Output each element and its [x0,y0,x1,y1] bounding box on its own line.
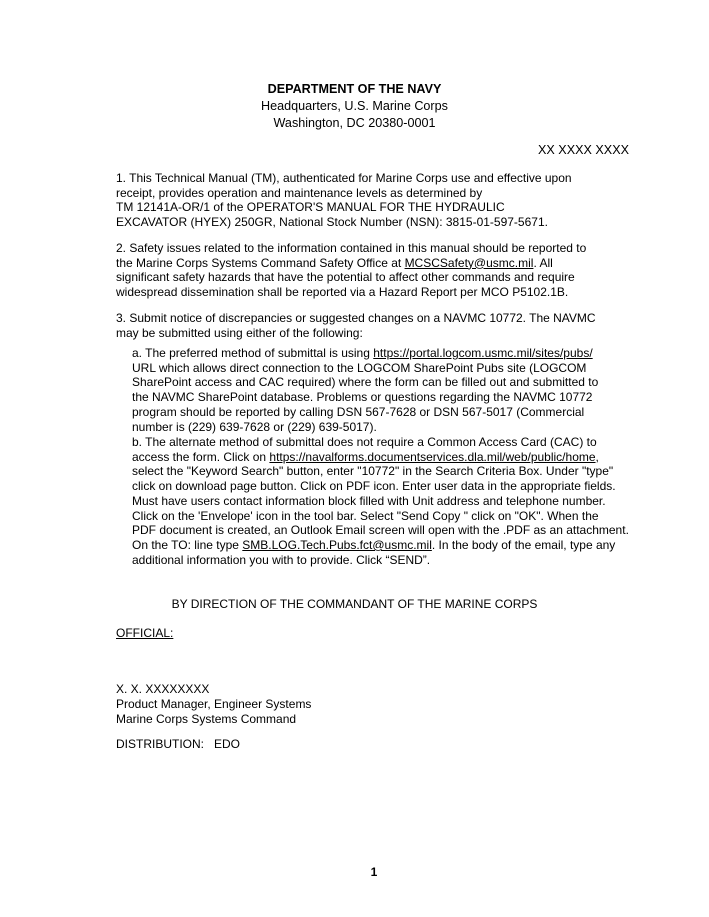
subparagraph-a-line: SharePoint access and CAC required) where the form can be filled out and submitted to [132,375,599,390]
signature-title: Product Manager, Engineer Systems [116,697,312,711]
navalforms-link[interactable]: https://navalforms.documentservices.dla.mil/web/public/home [269,449,596,464]
signature-name: X. X. XXXXXXXX [116,682,210,696]
subparagraph-a-text: a. The preferred method of submittal is using [132,346,374,360]
tech-pubs-email-link[interactable]: SMB.LOG.Tech.Pubs.fct@usmc.mil [242,537,432,552]
distribution-line: DISTRIBUTION: EDO [116,737,241,751]
paragraph-2 [116,241,636,300]
subparagraph-a-line: number is (229) 639-7628 or (229) 639-5017). [132,419,377,434]
paragraph-3-line: may be submitted using either of the following: [116,325,363,340]
direction-line: BY DIRECTION OF THE COMMANDANT OF THE MARINE CORPS [171,597,538,611]
official-label: OFFICIAL: [116,626,174,640]
document-date: XX XXXX XXXX [538,143,629,157]
subparagraph-a-line: URL which allows direct connection to the LOGCOM SharePoint Pubs site (LOGCOM [132,360,587,375]
paragraph-1 [116,171,636,230]
paragraph-2-line: widespread dissemination shall be reported via a Hazard Report per MCO P5102.1B. [116,285,569,300]
paragraph-2-text: . All [533,255,553,270]
subparagraph-b [132,435,652,567]
subparagraph-b-text: , [595,449,599,464]
signature-block [116,682,311,727]
subparagraph-a [132,346,652,434]
subparagraph-a-line [132,346,652,361]
subparagraph-b-text: On the TO: line type [132,537,243,552]
subparagraph-b-line: b. The alternate method of submittal does not require a Common Access Card (CAC) to [132,435,597,449]
paragraph-1-line: EXCAVATOR (HYEX) 250GR, National Stock Number (NSN): 3815-01-597-5671. [116,215,548,230]
paragraph-3 [116,311,636,340]
subparagraph-a-line: program should be reported by calling DSN 567-7628 or DSN 567-5017 (Commercial [132,404,585,419]
paragraph-2-line [116,256,636,271]
subparagraph-b-text: . In the body of the email, type any [431,537,616,552]
letterhead-title: DEPARTMENT OF THE NAVY [267,82,442,96]
subparagraph-b-line: click on download page button. Click on PDF icon. Enter user data in the appropriate fields. [132,479,616,494]
subparagraph-b-line: additional information you with to provide. Click “SEND”. [132,552,431,567]
paragraph-2-text: the Marine Corps Systems Command Safety Office at [116,255,405,270]
letterhead-line-2: Headquarters, U.S. Marine Corps [261,99,448,113]
paragraph-2-line: significant safety hazards that have the potential to affect other commands and require [116,270,575,285]
page-number: 1 [370,865,378,879]
letterhead-line-3: Washington, DC 20380-0001 [273,116,436,130]
subparagraph-b-line: Click on the 'Envelope' icon in the tool bar. Select "Send Copy " click on "OK". When the [132,508,599,523]
signature-command: Marine Corps Systems Command [116,712,297,726]
paragraph-1-line: receipt, provides operation and maintenance levels as determined by [116,185,483,200]
subparagraph-b-text: access the form. Click on [132,449,270,464]
paragraph-1-line: 1. This Technical Manual (TM), authenticated for Marine Corps use and effective upon [116,171,572,185]
subparagraph-b-line [132,450,652,465]
safety-email-link[interactable]: MCSCSafety@usmc.mil [404,255,534,270]
subparagraph-b-line: select the "Keyword Search" button, enter "10772" in the Search Criteria Box. Under "type" [132,464,614,479]
paragraph-2-line: 2. Safety issues related to the information contained in this manual should be reported to [116,241,587,255]
paragraph-1-line: TM 12141A-OR/1 of the OPERATOR'S MANUAL FOR THE HYDRAULIC [116,200,505,215]
subparagraph-b-line [132,538,652,553]
paragraph-3-line: 3. Submit notice of discrepancies or suggested changes on a NAVMC 10772. The NAVMC [116,311,596,325]
subparagraph-b-line: PDF document is created, an Outlook Email screen will open with the .PDF as an attachment. [132,523,629,538]
subparagraph-b-line: Must have users contact information block filled with Unit address and telephone number. [132,493,606,508]
subparagraph-a-line: the NAVMC SharePoint database. Problems or questions regarding the NAVMC 10772 [132,390,593,405]
letterhead [0,81,709,132]
logcom-pubs-link[interactable]: https://portal.logcom.usmc.mil/sites/pubs/ [373,346,593,360]
